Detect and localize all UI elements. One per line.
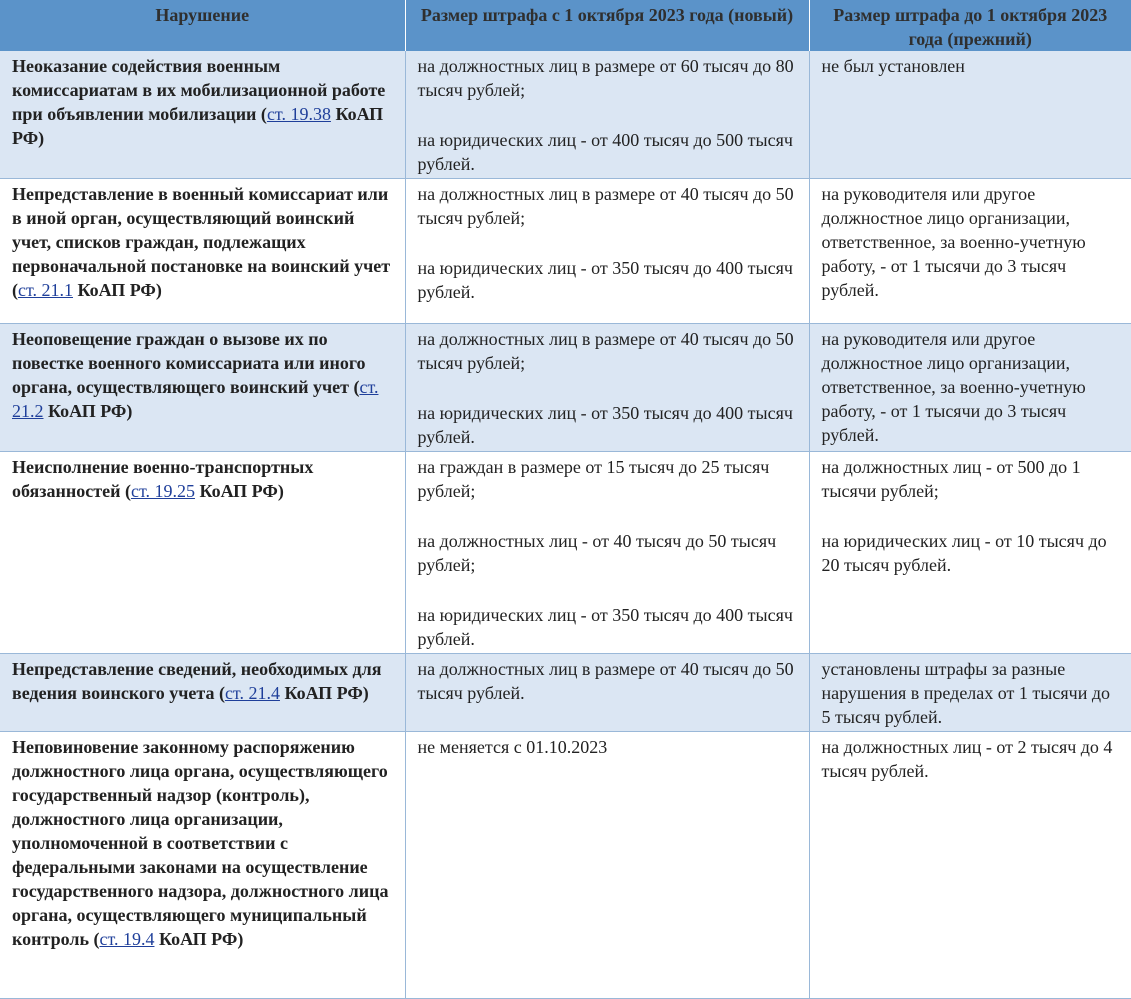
fine-paragraph: на руководителя или другое должностное лицо организации, ответственное, за военно-учетную работу, - от 1 тысячи до 3 тысяч рублей.	[821, 184, 1086, 300]
fine-paragraph: на должностных лиц в размере от 40 тысяч до 50 тысяч рублей.	[417, 659, 794, 703]
table-row	[0, 732, 1131, 999]
table-row	[0, 51, 1131, 179]
violation-cell	[0, 51, 405, 179]
violation-text: Непредставление сведений, необходимых для ведения воинского учета (	[12, 659, 382, 703]
table-row	[0, 654, 1131, 732]
paragraph-gap	[418, 375, 801, 401]
paragraph-gap	[822, 503, 1124, 529]
violation-cell	[0, 179, 405, 324]
old-fine-cell	[809, 51, 1131, 179]
fine-paragraph: на должностных лиц - от 2 тысяч до 4 тысяч рублей.	[821, 737, 1113, 781]
new-fine-cell	[405, 732, 809, 999]
fine-paragraph: на юридических лиц - от 400 тысяч до 500 тысяч рублей.	[417, 130, 793, 174]
fine-paragraph: на должностных лиц в размере от 40 тысяч до 50 тысяч рублей;	[417, 184, 794, 228]
violation-cell	[0, 324, 405, 452]
paragraph-gap	[418, 577, 801, 603]
violation-text: Неоповещение граждан о вызове их по повестке военного комиссариата или иного органа, осуществляющего воинский учет (	[12, 329, 366, 397]
fine-paragraph: на юридических лиц - от 10 тысяч до 20 тысяч рублей.	[821, 531, 1107, 575]
fine-paragraph: на должностных лиц в размере от 40 тысяч до 50 тысяч рублей;	[417, 329, 794, 373]
header-old-fine: Размер штрафа до 1 октября 2023 года (прежний)	[809, 0, 1131, 51]
paragraph-gap	[418, 230, 801, 256]
header-violation: Нарушение	[0, 0, 405, 51]
old-fine-cell	[809, 179, 1131, 324]
old-fine-cell	[809, 732, 1131, 999]
violation-text: Неисполнение военно-транспортных обязанностей (	[12, 457, 314, 501]
old-fine-cell	[809, 452, 1131, 654]
code-suffix: КоАП РФ)	[194, 481, 284, 501]
fine-paragraph: на должностных лиц в размере от 60 тысяч до 80 тысяч рублей;	[417, 56, 794, 100]
header-new-fine: Размер штрафа с 1 октября 2023 года (новый)	[405, 0, 809, 51]
fine-paragraph: не был установлен	[821, 56, 965, 76]
article-link[interactable]: ст. 21.1	[18, 280, 74, 300]
table-row	[0, 179, 1131, 324]
fine-paragraph: на юридических лиц - от 350 тысяч до 400 тысяч рублей.	[417, 403, 793, 447]
article-link[interactable]: ст. 21.4	[224, 683, 280, 703]
header-row	[0, 0, 1131, 51]
new-fine-cell	[405, 654, 809, 732]
article-link[interactable]: ст. 19.25	[130, 481, 195, 501]
violation-cell	[0, 732, 405, 999]
fine-paragraph: не меняется с 01.10.2023	[417, 737, 608, 757]
paragraph-gap	[418, 102, 801, 128]
fine-paragraph: установлены штрафы за разные нарушения в пределах от 1 тысячи до 5 тысяч рублей.	[821, 659, 1110, 727]
violation-text: Неповиновение законному распоряжению должностного лица органа, осуществляющего государственный надзор (контроль), должностного лица организации, уполномоченной в соответствии с федеральными законами на осуществление государственного надзора, должностного лица органа, осуществляющего муниципальный контроль (	[12, 737, 389, 949]
fine-paragraph: на должностных лиц - от 40 тысяч до 50 тысяч рублей;	[417, 531, 777, 575]
fine-paragraph: на должностных лиц - от 500 до 1 тысячи рублей;	[821, 457, 1081, 501]
new-fine-cell	[405, 179, 809, 324]
article-link[interactable]: ст. 21.2	[12, 377, 379, 421]
violation-cell	[0, 654, 405, 732]
code-suffix: КоАП РФ)	[12, 104, 384, 148]
new-fine-cell	[405, 51, 809, 179]
table-row	[0, 324, 1131, 452]
new-fine-cell	[405, 452, 809, 654]
table-row	[0, 452, 1131, 654]
violation-text: Непредставление в военный комиссариат или в иной орган, осуществляющий воинский учет, списков граждан, подлежащих первоначальной постановке на воинский учет (	[12, 184, 391, 300]
fine-paragraph: на граждан в размере от 15 тысяч до 25 тысяч рублей;	[417, 457, 770, 501]
fine-paragraph: на юридических лиц - от 350 тысяч до 400 тысяч рублей.	[417, 605, 793, 649]
old-fine-cell	[809, 654, 1131, 732]
code-suffix: КоАП РФ)	[73, 280, 162, 300]
fine-paragraph: на руководителя или другое должностное лицо организации, ответственное, за военно-учетную работу, - от 1 тысячи до 3 тысяч рублей.	[821, 329, 1086, 445]
new-fine-cell	[405, 324, 809, 452]
violation-text: Неоказание содействия военным комиссариатам в их мобилизационной работе при объявлении мобилизации (	[12, 56, 386, 124]
fine-paragraph: на юридических лиц - от 350 тысяч до 400 тысяч рублей.	[417, 258, 793, 302]
paragraph-gap	[418, 503, 801, 529]
code-suffix: КоАП РФ)	[43, 401, 133, 421]
article-link[interactable]: ст. 19.4	[99, 929, 155, 949]
old-fine-cell	[809, 324, 1131, 452]
violation-cell	[0, 452, 405, 654]
article-link[interactable]: ст. 19.38	[266, 104, 331, 124]
code-suffix: КоАП РФ)	[279, 683, 369, 703]
code-suffix: КоАП РФ)	[154, 929, 244, 949]
